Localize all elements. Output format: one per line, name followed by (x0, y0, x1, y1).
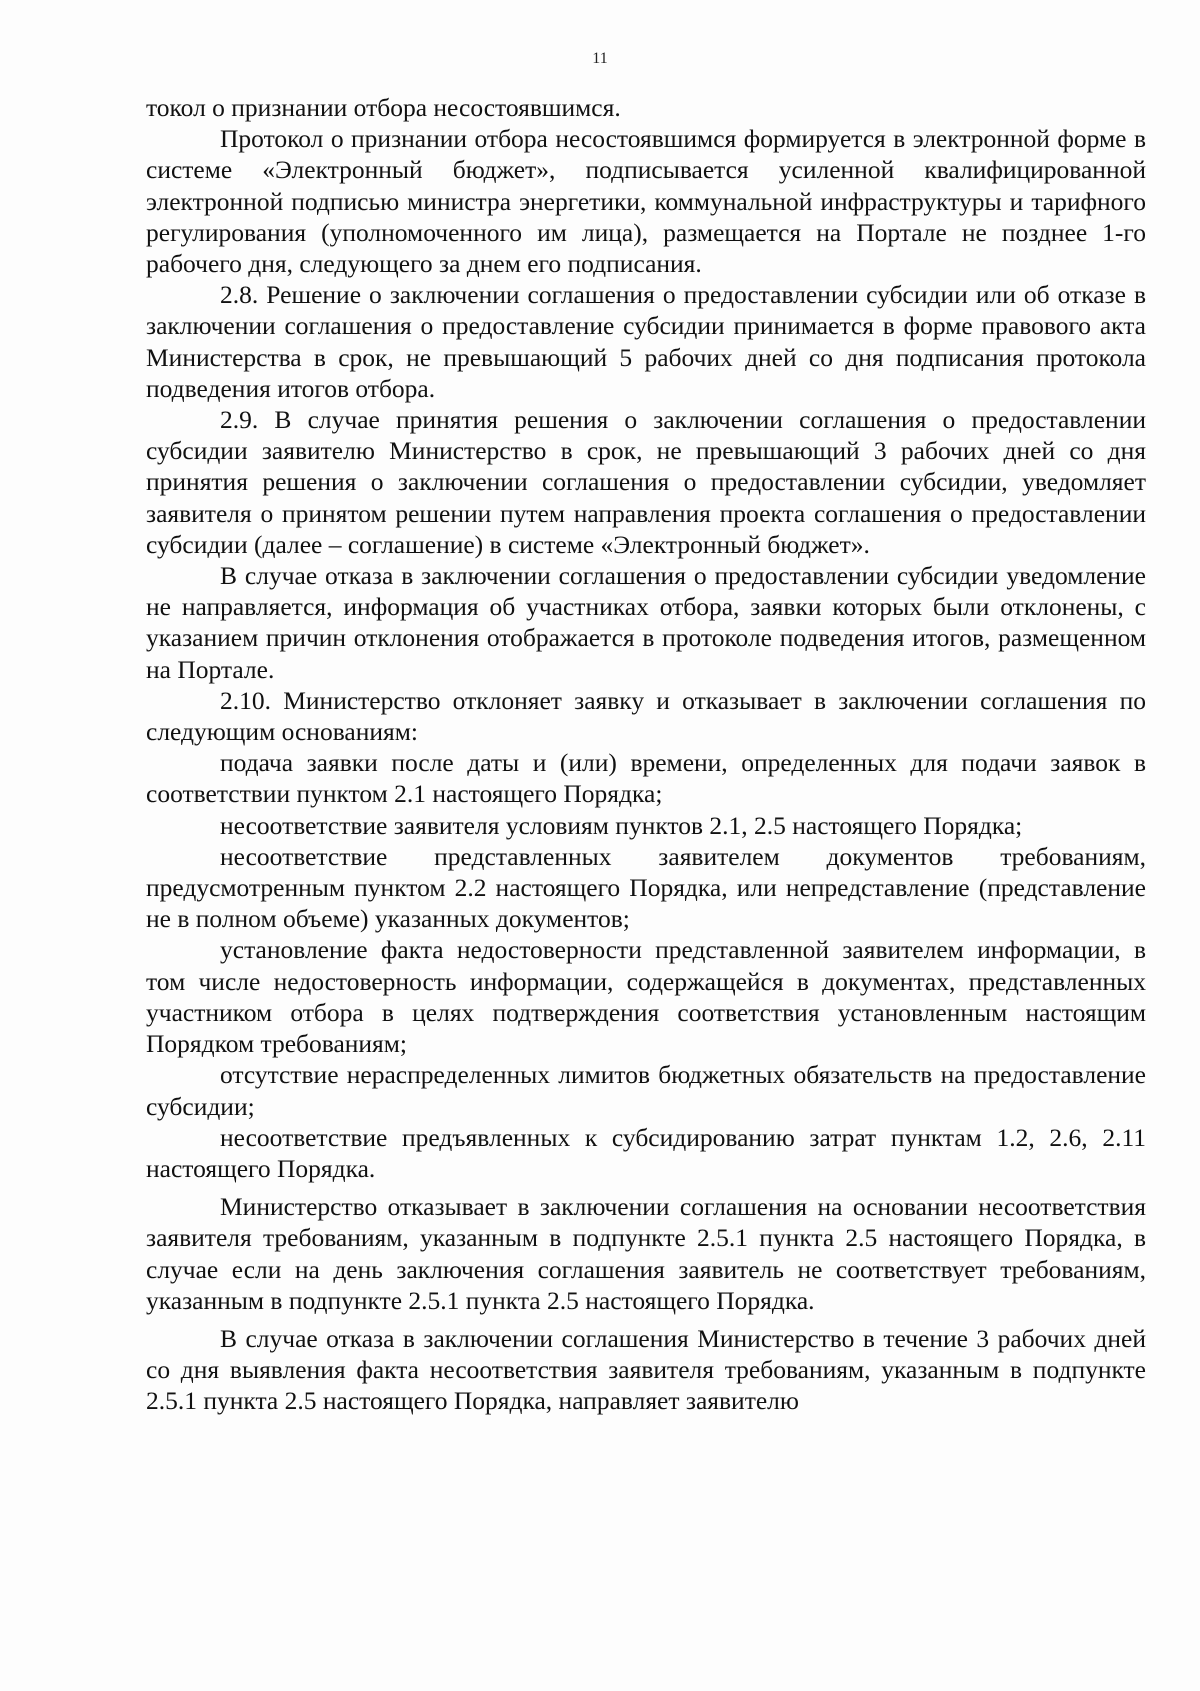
list-item-conditions-mismatch: несоответствие заявителя условиям пунктов 2.1, 2.5 настоящего Порядка; (220, 810, 1023, 840)
document-body (146, 92, 1146, 1417)
page-number: 11 (592, 50, 608, 67)
paragraph-refusal-grounds: Министерство отказывает в заключении соглашения на основании несоответствия заявителя требованиям, указанным в подпункте 2.5.1 пункта 2.5 настоящего Порядка, в случае если на день заключения соглашения заявитель не соответствует требованиям, указанным в подпункте 2.5.1 пункта 2.5 настоящего Порядка. (146, 1192, 1146, 1315)
list-item-late-submission: подача заявки после даты и (или) времени, определенных для подачи заявок в соответствии пунктом 2.1 настоящего Порядка; (146, 748, 1146, 809)
paragraph-2-9: 2.9. В случае принятия решения о заключении соглашения о предоставлении субсидии заявителю Министерство в срок, не превышающий 3 рабочих дней со дня принятия решения о заключении соглашения о предоставлении субсидии, уведомляет заявителя о принятом решении путем направления проекта соглашения о предоставлении субсидии (далее – соглашение) в системе «Электронный бюджет». (146, 405, 1146, 559)
paragraph-2-10: 2.10. Министерство отклоняет заявку и отказывает в заключении соглашения по следующим основаниям: (146, 685, 1146, 747)
list-item-false-information: установление факта недостоверности представленной заявителем информации, в том числе недостоверность информации, содержащейся в документах, представленных участником отбора в целях подтверждения соответствия установленным настоящим Порядком требованиям; (146, 935, 1146, 1059)
paragraph-refusal-notice: В случае отказа в заключении соглашения Министерство в течение 3 рабочих дней со дня выявления факта несоответствия заявителя требованиям, указанным в подпункте 2.5.1 пункта 2.5 настоящего Порядка, направляет заявителю (146, 1323, 1146, 1416)
list-item-no-budget-limits: отсутствие нераспределенных лимитов бюджетных обязательств на предоставление субсидии; (146, 1060, 1146, 1121)
paragraph-2-8: 2.8. Решение о заключении соглашения о предоставлении субсидии или об отказе в заключении соглашения о предоставление субсидии принимается в форме правового акта Министерства в срок, не превышающий 5 рабочих дней со дня подписания протокола подведения итогов отбора. (146, 280, 1146, 403)
paragraph-continuation: токол о признании отбора несостоявшимся. (146, 93, 621, 122)
list-item-costs-mismatch: несоответствие предъявленных к субсидированию затрат пунктам 1.2, 2.6, 2.11 настоящего Порядка. (146, 1122, 1146, 1183)
list-item-documents-mismatch: несоответствие представленных заявителем документов требованиям, предусмотренным пунктом 2.2 настоящего Порядка, или непредставление (представление не в полном объеме) указанных документов; (146, 841, 1146, 934)
paragraph-refusal-notification: В случае отказа в заключении соглашения о предоставлении субсидии уведомление не направляется, информация об участниках отбора, заявки которых были отклонены, с указанием причин отклонения отображается в протоколе подведения итогов, размещенном на Портале. (146, 561, 1146, 684)
paragraph-protocol-formation: Протокол о признании отбора несостоявшимся формируется в электронной форме в системе «Электронный бюджет», подписывается усиленной квалифицированной электронной подписью министра энергетики, коммунальной инфраструктуры и тарифного регулирования (уполномоченного им лица), размещается на Портале не позднее 1-го рабочего дня, следующего за днем его подписания. (146, 124, 1146, 279)
